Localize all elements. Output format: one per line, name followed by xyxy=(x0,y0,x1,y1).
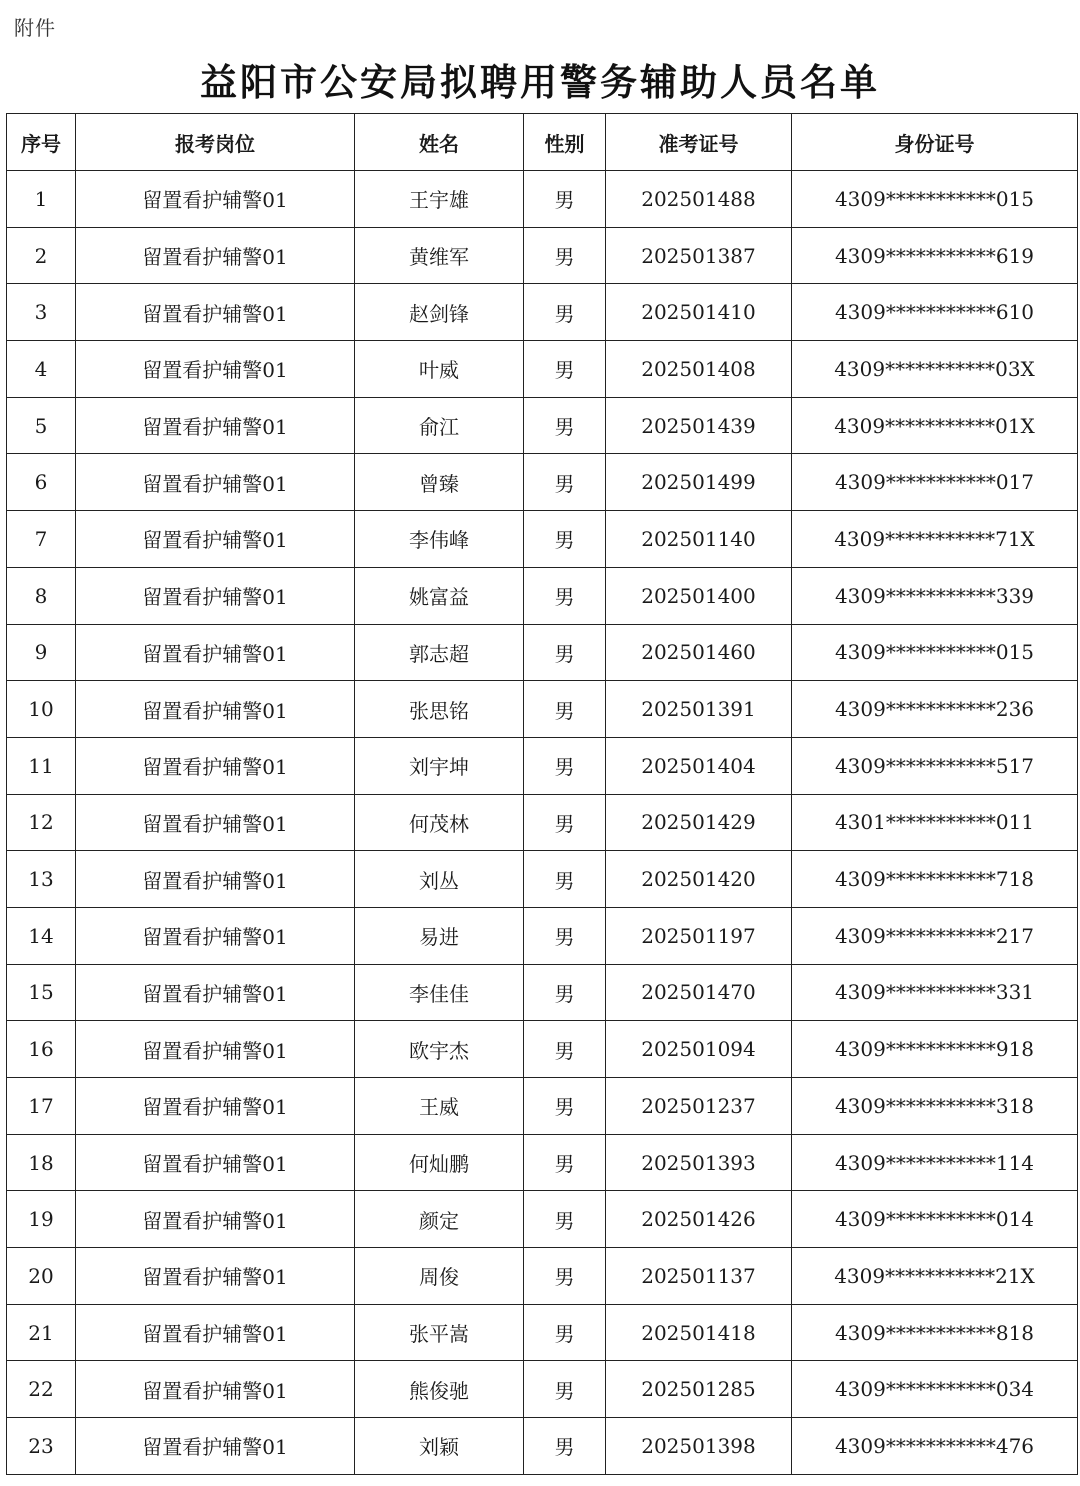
cell-id-number: 4309***********517 xyxy=(792,737,1078,794)
cell-gender: 男 xyxy=(524,1078,606,1135)
cell-name: 叶威 xyxy=(355,341,524,398)
table-row xyxy=(7,171,1078,228)
table-row xyxy=(7,624,1078,681)
cell-applied-post: 留置看护辅警01 xyxy=(76,1304,355,1361)
cell-applied-post: 留置看护辅警01 xyxy=(76,1021,355,1078)
cell-serial-number: 19 xyxy=(7,1191,76,1248)
cell-exam-number: 202501400 xyxy=(606,567,792,624)
cell-gender: 男 xyxy=(524,1304,606,1361)
cell-exam-number: 202501418 xyxy=(606,1304,792,1361)
cell-gender: 男 xyxy=(524,1418,606,1475)
document-title: 益阳市公安局拟聘用警务辅助人员名单 xyxy=(200,61,880,104)
cell-applied-post: 留置看护辅警01 xyxy=(76,624,355,681)
table-row xyxy=(7,1418,1078,1475)
table-row xyxy=(7,1248,1078,1305)
table-row xyxy=(7,567,1078,624)
cell-id-number: 4309***********818 xyxy=(792,1304,1078,1361)
attachment-label: 附件 xyxy=(14,16,56,40)
cell-gender: 男 xyxy=(524,964,606,1021)
cell-gender: 男 xyxy=(524,171,606,228)
cell-serial-number: 5 xyxy=(7,397,76,454)
table-row xyxy=(7,1361,1078,1418)
table-row xyxy=(7,1191,1078,1248)
cell-applied-post: 留置看护辅警01 xyxy=(76,341,355,398)
cell-gender: 男 xyxy=(524,1134,606,1191)
cell-exam-number: 202501398 xyxy=(606,1418,792,1475)
cell-name: 熊俊驰 xyxy=(355,1361,524,1418)
cell-applied-post: 留置看护辅警01 xyxy=(76,1248,355,1305)
cell-gender: 男 xyxy=(524,227,606,284)
cell-serial-number: 3 xyxy=(7,284,76,341)
cell-applied-post: 留置看护辅警01 xyxy=(76,907,355,964)
cell-serial-number: 18 xyxy=(7,1134,76,1191)
cell-name: 刘丛 xyxy=(355,851,524,908)
cell-id-number: 4309***********034 xyxy=(792,1361,1078,1418)
table-row xyxy=(7,341,1078,398)
cell-exam-number: 202501460 xyxy=(606,624,792,681)
cell-gender: 男 xyxy=(524,397,606,454)
cell-gender: 男 xyxy=(524,284,606,341)
cell-exam-number: 202501285 xyxy=(606,1361,792,1418)
cell-serial-number: 2 xyxy=(7,227,76,284)
table-row xyxy=(7,1134,1078,1191)
cell-gender: 男 xyxy=(524,511,606,568)
cell-applied-post: 留置看护辅警01 xyxy=(76,284,355,341)
cell-id-number: 4309***********114 xyxy=(792,1134,1078,1191)
cell-id-number: 4309***********015 xyxy=(792,624,1078,681)
cell-name: 刘颖 xyxy=(355,1418,524,1475)
cell-id-number: 4309***********01X xyxy=(792,397,1078,454)
header-gender: 性别 xyxy=(524,114,606,171)
cell-applied-post: 留置看护辅警01 xyxy=(76,964,355,1021)
cell-name: 王宇雄 xyxy=(355,171,524,228)
cell-name: 曾臻 xyxy=(355,454,524,511)
cell-exam-number: 202501197 xyxy=(606,907,792,964)
cell-exam-number: 202501488 xyxy=(606,171,792,228)
cell-serial-number: 21 xyxy=(7,1304,76,1361)
table-header-row xyxy=(7,114,1078,171)
header-applied-post: 报考岗位 xyxy=(76,114,355,171)
cell-exam-number: 202501429 xyxy=(606,794,792,851)
cell-gender: 男 xyxy=(524,737,606,794)
cell-applied-post: 留置看护辅警01 xyxy=(76,794,355,851)
cell-id-number: 4309***********339 xyxy=(792,567,1078,624)
table-row xyxy=(7,1021,1078,1078)
cell-gender: 男 xyxy=(524,794,606,851)
cell-exam-number: 202501393 xyxy=(606,1134,792,1191)
cell-gender: 男 xyxy=(524,1021,606,1078)
cell-name: 何灿鹏 xyxy=(355,1134,524,1191)
cell-exam-number: 202501387 xyxy=(606,227,792,284)
table-row xyxy=(7,794,1078,851)
cell-gender: 男 xyxy=(524,681,606,738)
cell-serial-number: 6 xyxy=(7,454,76,511)
cell-id-number: 4301***********011 xyxy=(792,794,1078,851)
cell-id-number: 4309***********014 xyxy=(792,1191,1078,1248)
cell-applied-post: 留置看护辅警01 xyxy=(76,1418,355,1475)
cell-name: 欧宇杰 xyxy=(355,1021,524,1078)
cell-name: 颜定 xyxy=(355,1191,524,1248)
cell-serial-number: 17 xyxy=(7,1078,76,1135)
cell-exam-number: 202501391 xyxy=(606,681,792,738)
cell-gender: 男 xyxy=(524,567,606,624)
cell-id-number: 4309***********21X xyxy=(792,1248,1078,1305)
cell-serial-number: 9 xyxy=(7,624,76,681)
cell-applied-post: 留置看护辅警01 xyxy=(76,227,355,284)
cell-name: 王威 xyxy=(355,1078,524,1135)
table-row xyxy=(7,964,1078,1021)
cell-applied-post: 留置看护辅警01 xyxy=(76,397,355,454)
cell-exam-number: 202501426 xyxy=(606,1191,792,1248)
cell-name: 张思铭 xyxy=(355,681,524,738)
cell-id-number: 4309***********236 xyxy=(792,681,1078,738)
cell-name: 李佳佳 xyxy=(355,964,524,1021)
cell-applied-post: 留置看护辅警01 xyxy=(76,1361,355,1418)
cell-id-number: 4309***********476 xyxy=(792,1418,1078,1475)
cell-serial-number: 8 xyxy=(7,567,76,624)
cell-serial-number: 16 xyxy=(7,1021,76,1078)
cell-id-number: 4309***********217 xyxy=(792,907,1078,964)
cell-applied-post: 留置看护辅警01 xyxy=(76,171,355,228)
cell-name: 李伟峰 xyxy=(355,511,524,568)
table-row xyxy=(7,454,1078,511)
cell-id-number: 4309***********331 xyxy=(792,964,1078,1021)
cell-name: 黄维军 xyxy=(355,227,524,284)
cell-name: 何茂林 xyxy=(355,794,524,851)
cell-exam-number: 202501094 xyxy=(606,1021,792,1078)
cell-id-number: 4309***********918 xyxy=(792,1021,1078,1078)
table-row xyxy=(7,284,1078,341)
cell-exam-number: 202501439 xyxy=(606,397,792,454)
table-row xyxy=(7,681,1078,738)
cell-gender: 男 xyxy=(524,1191,606,1248)
cell-serial-number: 7 xyxy=(7,511,76,568)
cell-serial-number: 4 xyxy=(7,341,76,398)
cell-id-number: 4309***********318 xyxy=(792,1078,1078,1135)
cell-gender: 男 xyxy=(524,907,606,964)
cell-exam-number: 202501140 xyxy=(606,511,792,568)
table-row xyxy=(7,851,1078,908)
cell-exam-number: 202501420 xyxy=(606,851,792,908)
cell-id-number: 4309***********718 xyxy=(792,851,1078,908)
cell-applied-post: 留置看护辅警01 xyxy=(76,1191,355,1248)
cell-exam-number: 202501410 xyxy=(606,284,792,341)
cell-applied-post: 留置看护辅警01 xyxy=(76,737,355,794)
cell-id-number: 4309***********015 xyxy=(792,171,1078,228)
personnel-table xyxy=(6,113,1078,1475)
cell-gender: 男 xyxy=(524,341,606,398)
cell-serial-number: 15 xyxy=(7,964,76,1021)
cell-name: 周俊 xyxy=(355,1248,524,1305)
table-row xyxy=(7,1078,1078,1135)
cell-applied-post: 留置看护辅警01 xyxy=(76,511,355,568)
cell-exam-number: 202501470 xyxy=(606,964,792,1021)
cell-applied-post: 留置看护辅警01 xyxy=(76,567,355,624)
cell-id-number: 4309***********610 xyxy=(792,284,1078,341)
cell-gender: 男 xyxy=(524,851,606,908)
cell-name: 姚富益 xyxy=(355,567,524,624)
cell-name: 张平嵩 xyxy=(355,1304,524,1361)
cell-name: 易进 xyxy=(355,907,524,964)
cell-serial-number: 23 xyxy=(7,1418,76,1475)
header-name: 姓名 xyxy=(355,114,524,171)
cell-applied-post: 留置看护辅警01 xyxy=(76,681,355,738)
cell-gender: 男 xyxy=(524,1248,606,1305)
cell-gender: 男 xyxy=(524,624,606,681)
cell-id-number: 4309***********03X xyxy=(792,341,1078,398)
cell-serial-number: 1 xyxy=(7,171,76,228)
table-row xyxy=(7,1304,1078,1361)
cell-id-number: 4309***********71X xyxy=(792,511,1078,568)
cell-serial-number: 20 xyxy=(7,1248,76,1305)
cell-applied-post: 留置看护辅警01 xyxy=(76,1134,355,1191)
cell-serial-number: 14 xyxy=(7,907,76,964)
cell-gender: 男 xyxy=(524,1361,606,1418)
cell-applied-post: 留置看护辅警01 xyxy=(76,1078,355,1135)
cell-applied-post: 留置看护辅警01 xyxy=(76,851,355,908)
table-row xyxy=(7,227,1078,284)
cell-exam-number: 202501137 xyxy=(606,1248,792,1305)
cell-exam-number: 202501499 xyxy=(606,454,792,511)
cell-serial-number: 11 xyxy=(7,737,76,794)
cell-applied-post: 留置看护辅警01 xyxy=(76,454,355,511)
cell-gender: 男 xyxy=(524,454,606,511)
table-body xyxy=(7,171,1078,1475)
cell-serial-number: 13 xyxy=(7,851,76,908)
cell-serial-number: 10 xyxy=(7,681,76,738)
cell-serial-number: 12 xyxy=(7,794,76,851)
cell-exam-number: 202501237 xyxy=(606,1078,792,1135)
header-id-number: 身份证号 xyxy=(792,114,1078,171)
table-row xyxy=(7,511,1078,568)
table-row xyxy=(7,907,1078,964)
cell-name: 郭志超 xyxy=(355,624,524,681)
table-row xyxy=(7,397,1078,454)
cell-exam-number: 202501408 xyxy=(606,341,792,398)
header-exam-number: 准考证号 xyxy=(606,114,792,171)
cell-id-number: 4309***********619 xyxy=(792,227,1078,284)
table-row xyxy=(7,737,1078,794)
cell-id-number: 4309***********017 xyxy=(792,454,1078,511)
cell-name: 刘宇坤 xyxy=(355,737,524,794)
cell-name: 赵剑锋 xyxy=(355,284,524,341)
cell-serial-number: 22 xyxy=(7,1361,76,1418)
cell-exam-number: 202501404 xyxy=(606,737,792,794)
header-serial-number: 序号 xyxy=(7,114,76,171)
cell-name: 俞江 xyxy=(355,397,524,454)
